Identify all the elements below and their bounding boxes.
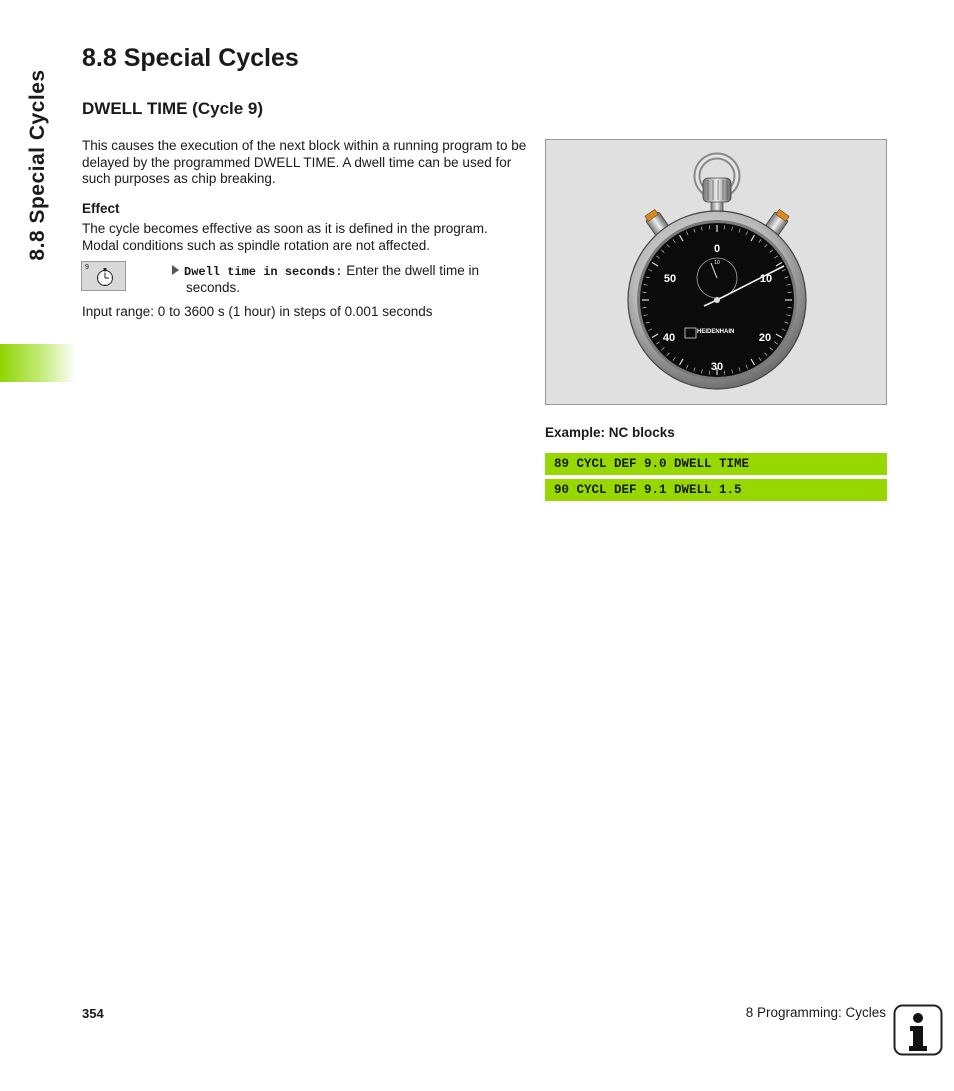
effect-heading: Effect <box>82 201 120 216</box>
page-title: 8.8 Special Cycles <box>82 44 299 72</box>
dial-label-50: 50 <box>663 273 677 285</box>
dial-label-10: 10 <box>759 273 773 285</box>
info-icon[interactable] <box>893 1004 943 1056</box>
parameter-name: Dwell time in seconds: <box>184 265 343 279</box>
sub-dial-label: 10 <box>714 260 720 266</box>
dwell-time-softkey[interactable] <box>81 261 126 291</box>
dial-label-40: 40 <box>662 332 676 344</box>
intro-paragraph: This causes the execution of the next block within a running program to be delayed by the programmed DWELL TIME. A dwell time can be used for such purposes as chip breaking. <box>82 138 527 186</box>
parameter-text: Enter the dwell time in <box>342 263 479 278</box>
input-range: Input range: 0 to 3600 s (1 hour) in steps of 0.001 seconds <box>82 304 433 319</box>
page-number: 354 <box>82 1006 104 1021</box>
stopwatch-illustration <box>546 140 886 404</box>
side-tab-marker <box>0 344 76 382</box>
nc-block-line: 90 CYCL DEF 9.1 DWELL 1.5 <box>545 479 887 501</box>
chapter-title: 8 Programming: Cycles <box>745 1005 886 1020</box>
bullet-arrow-icon <box>172 265 179 275</box>
stopwatch-icon <box>95 266 115 288</box>
example-label: Example: NC blocks <box>545 425 675 440</box>
nc-block-line: 89 CYCL DEF 9.0 DWELL TIME <box>545 453 887 475</box>
stopwatch-figure <box>545 139 887 405</box>
dial-label-30: 30 <box>710 361 724 373</box>
side-tab-title <box>18 60 58 270</box>
section-title: DWELL TIME (Cycle 9) <box>82 99 264 118</box>
parameter-description <box>172 263 522 296</box>
parameter-text-cont: seconds. <box>186 280 241 295</box>
effect-paragraph: The cycle becomes effective as soon as it is defined in the program. Modal conditions such as spindle rotation are not affected. <box>82 221 488 253</box>
softkey-number: 9 <box>85 264 89 271</box>
dial-label-20: 20 <box>758 332 772 344</box>
dial-label-0: 0 <box>713 243 721 255</box>
brand-name: HEIDENHAIN <box>697 329 735 335</box>
side-tab-label: 8.8 Special Cycles <box>26 69 49 261</box>
